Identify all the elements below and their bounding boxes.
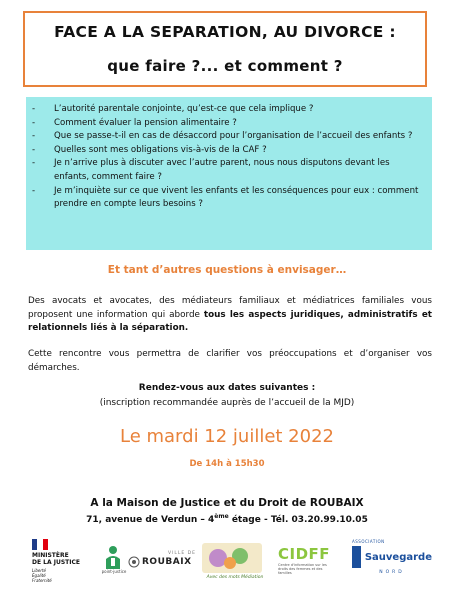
ministry-motto: Liberté Égalité Fraternité [32, 568, 52, 583]
list-item: - Je m’inquiète sur ce que vivent les enfants et les conséquences pour eux : comment prendre en compte leurs besoins ? [32, 185, 419, 210]
ministry-logo [32, 539, 92, 599]
sauvegarde-mark-icon [352, 546, 361, 568]
marianne-icon [32, 539, 48, 550]
event-date: Le mardi 12 juillet 2022 [119, 426, 334, 447]
intro-paragraph-2: Cette rencontre vous permettra de clarifier vos préoccupations et d’organiser vos démarches. [28, 349, 432, 373]
intro-emphasis: tous les aspects juridiques, administratifs et relationnels liés à la séparation. [28, 309, 433, 334]
cidff-logo: CIDFF Centre d'information sur les droits des femmes et des familles [278, 545, 331, 575]
point-justice-logo: point-justice [100, 545, 128, 585]
bullet-dash: - [32, 117, 36, 128]
bullet-dash: - [32, 131, 36, 142]
questions-box [26, 97, 432, 250]
mediation-graphic-icon [200, 541, 264, 575]
more-questions-heading: Et tant d’autres questions à envisager… [107, 264, 347, 276]
event-hours: De 14h à 15h30 [189, 459, 265, 469]
intro-paragraph: Des avocats et avocates, des médiateurs familiaux et médiatrices familiales vous proposent une information qui aborde tous les aspects juridiques, administratifs et relationnels liés à la séparation. [28, 296, 433, 334]
bullet-dash: - [32, 104, 36, 114]
list-item: - Je n’arrive plus à discuter avec l’autre parent, nous nous disputons devant les enfants, comment faire ? [32, 158, 390, 182]
bullet-dash: - [32, 144, 36, 155]
title-box [23, 11, 427, 87]
list-item: - Comment évaluer la pension alimentaire ? [32, 117, 424, 131]
list-item: - L’autorité parentale conjointe, qu’est-ce que cela implique ? [32, 103, 424, 117]
page-subtitle: que faire ?... et comment ? [107, 57, 343, 75]
person-icon [103, 545, 123, 569]
bullet-dash: - [32, 185, 36, 196]
rendezvous-title: Rendez-vous aux dates suivantes : [138, 383, 316, 393]
page-title: FACE A LA SEPARATION, AU DIVORCE : [54, 23, 396, 41]
rendezvous-note: (inscription recommandée auprès de l’accueil de la MJD) [99, 398, 355, 408]
venue-name: A la Maison de Justice et du Droit de ROUBAIX [90, 497, 364, 509]
roubaix-logo: VILLE DE ROUBAIX [128, 551, 196, 581]
venue-address: 71, avenue de Verdun – 4ème étage - Tél. 03.20.99.10.05 [86, 513, 368, 525]
ministry-name: MINISTÈRE DE LA JUSTICE [32, 552, 80, 566]
partner-logos [0, 537, 454, 611]
mediation-logo: Avec des mots Médiation [200, 541, 270, 589]
bullet-dash: - [32, 158, 36, 169]
list-item: - Quelles sont mes obligations vis-à-vis de la CAF ? [32, 144, 424, 158]
questions-list [26, 97, 432, 212]
sauvegarde-logo: ASSOCIATION Sauvegarde NORD [352, 539, 432, 575]
list-item: - Que se passe-t-il en cas de désaccord pour l’organisation de l’accueil des enfants ? [32, 130, 424, 144]
roubaix-flower-icon [128, 556, 140, 568]
